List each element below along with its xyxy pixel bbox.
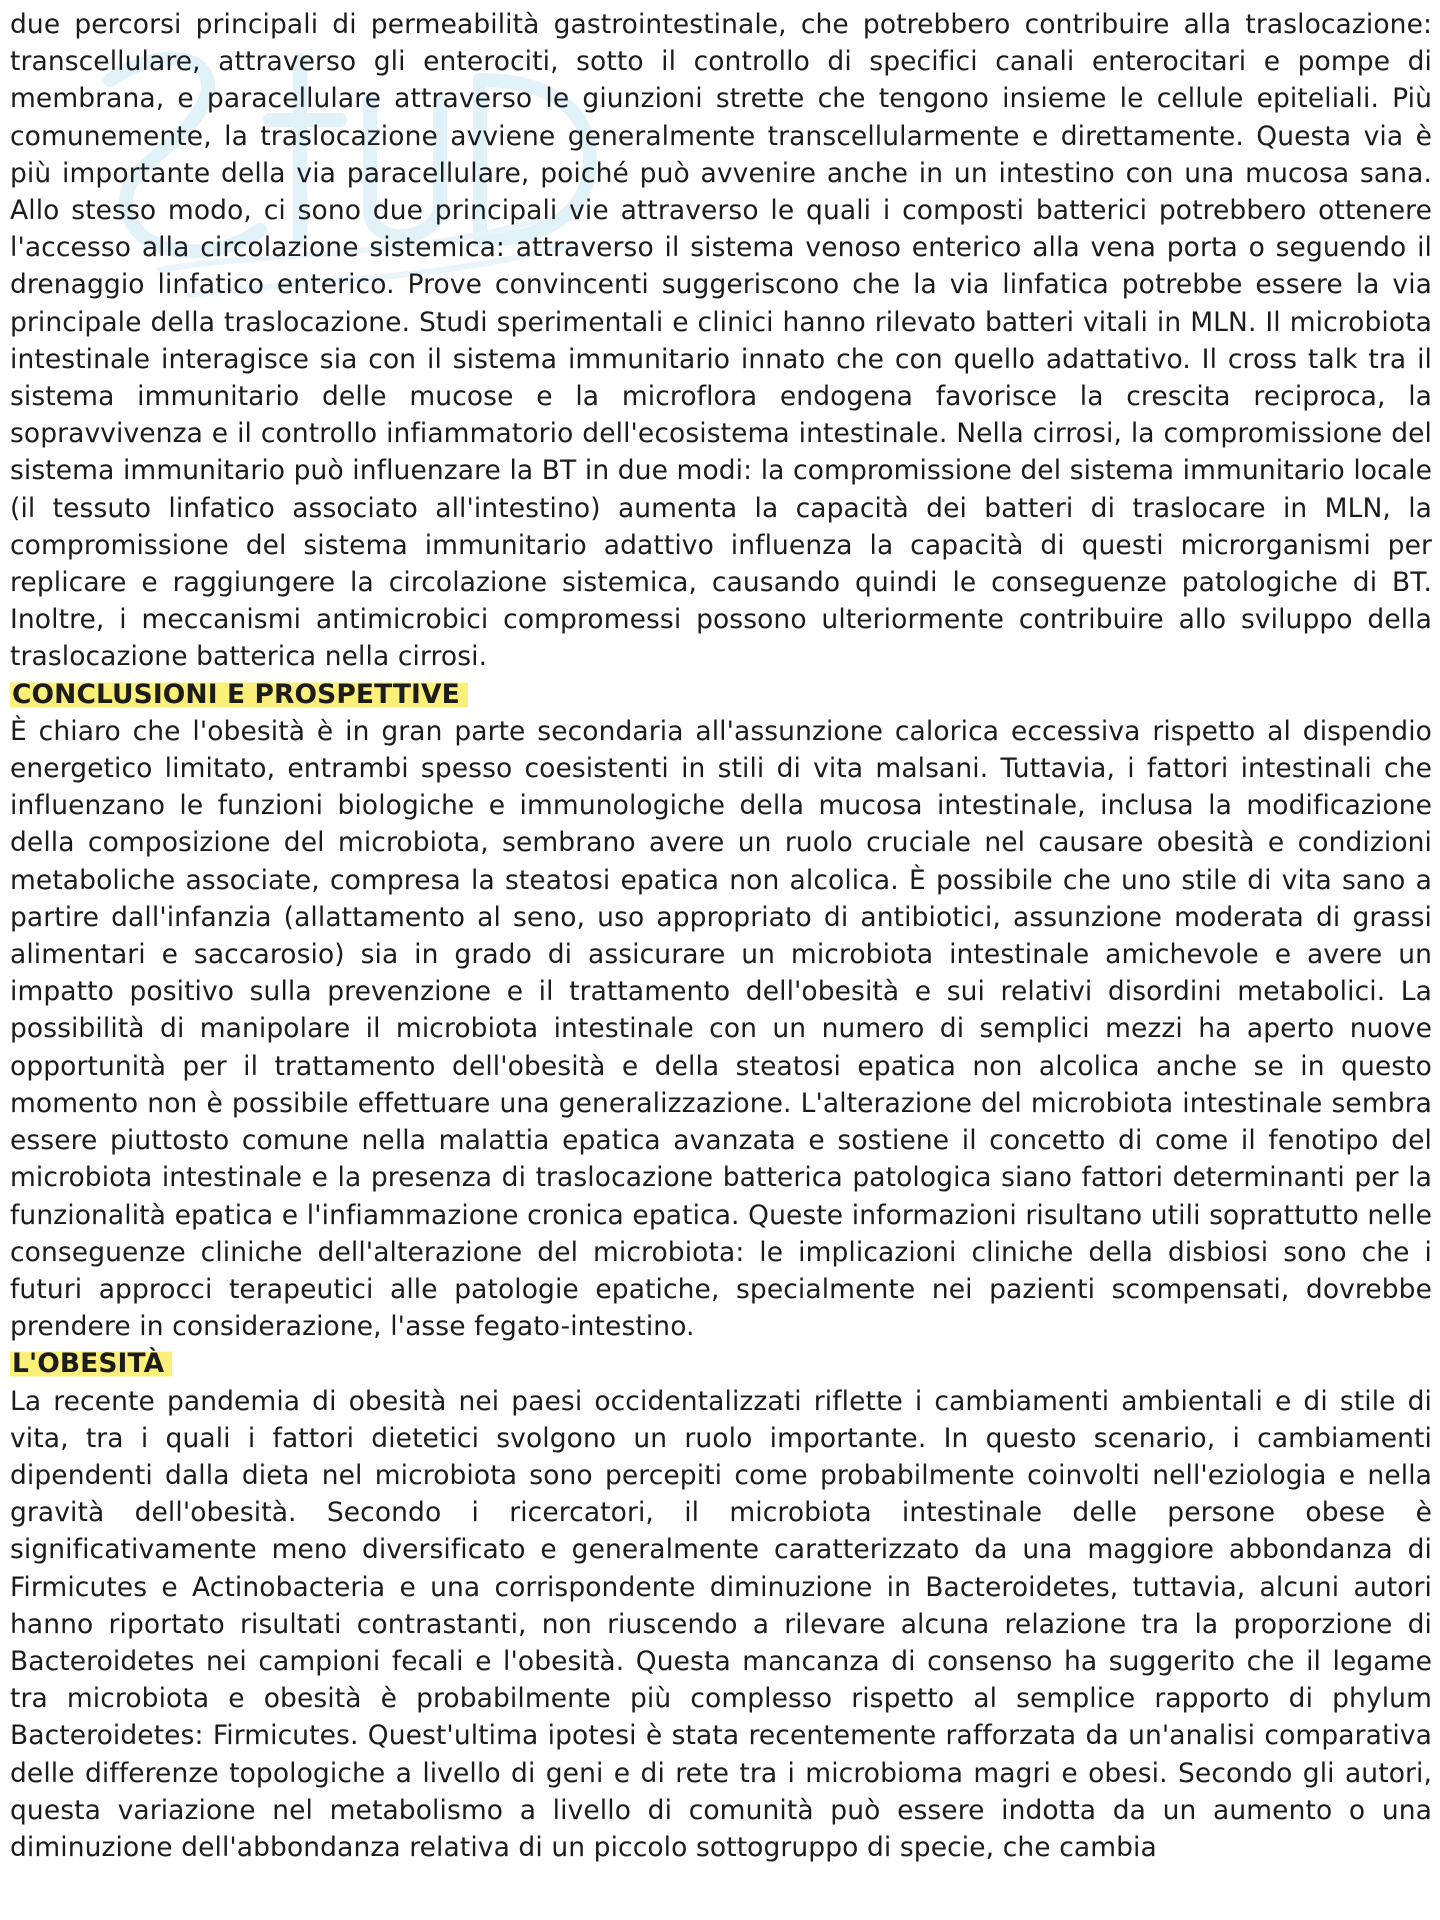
- paragraph-conclusioni: È chiaro che l'obesità è in gran parte secondaria all'assunzione calorica eccessiva rispetto al dispendio energetico limitato, entrambi spesso coesistenti in stili di vita malsani. Tuttavia, i fattori intestinali che influenzano le funzioni biologiche e immunologiche della mucosa intestinale, inclusa la modificazione della composizione del microbiota, sembrano avere un ruolo cruciale nel causare obesità e condizioni metaboliche associate, compresa la steatosi epatica non alcolica. È possibile che uno stile di vita sano a partire dall'infanzia (allattamento al seno, uso appropriato di antibiotici, assunzione moderata di grassi alimentari e saccarosio) sia in grado di assicurare un microbiota intestinale amichevole e avere un impatto positivo sulla prevenzione e il trattamento dell'obesità e sui relativi disordini metabolici. La possibilità di manipolare il microbiota intestinale con un numero di semplici mezzi ha aperto nuove opportunità per il trattamento dell'obesità e della steatosi epatica non alcolica anche se in questo momento non è possibile effettuare una generalizzazione. L'alterazione del microbiota intestinale sembra essere piuttosto comune nella malattia epatica avanzata e sostiene il concetto di come il fenotipo del microbiota intestinale e la presenza di traslocazione batterica patologica siano fattori determinanti per la funzionalità epatica e l'infiammazione cronica epatica. Queste informazioni risultano utili soprattutto nelle conseguenze cliniche dell'alterazione del microbiota: le implicazioni cliniche della disbiosi sono che i futuri approcci terapeutici alle patologie epatiche, specialmente nei pazienti scompensati, dovrebbe prendere in considerazione, l'asse fegato-intestino.: [10, 715, 1432, 1343]
- paragraph-obesita: La recente pandemia di obesità nei paesi occidentalizzati riflette i cambiamenti ambientali e di stile di vita, tra i quali i fattori dietetici svolgono un ruolo importante. In questo scenario, i cambiamenti dipendenti dalla dieta nel microbiota sono percepiti come probabilmente coinvolti nell'eziologia e nella gravità dell'obesità. Secondo i ricercatori, il microbiota intestinale delle persone obese è significativamente meno diversificato e generalmente caratterizzato da una maggiore abbondanza di Firmicutes e Actinobacteria e una corrispondente diminuzione in Bacteroidetes, tuttavia, alcuni autori hanno riportato risultati contrastanti, non riuscendo a rilevare alcuna relazione tra la proporzione di Bacteroidetes nei campioni fecali e l'obesità. Questa mancanza di consenso ha suggerito che il legame tra microbiota e obesità è probabilmente più complesso rispetto al semplice rapporto di phylum Bacteroidetes: Firmicutes. Quest'ultima ipotesi è stata recentemente rafforzata da un'analisi comparativa delle differenze topologiche a livello di geni e di rete tra i microbioma magri e obesi. Secondo gli autori, questa variazione nel metabolismo a livello di comunità può essere indotta da un aumento o una diminuzione dell'abbondanza relativa di un piccolo sottogruppo di specie, che cambia: [10, 1385, 1432, 1863]
- heading-highlight: L'OBESITÀ: [10, 1348, 172, 1379]
- paragraph-bacterial-translocation: due percorsi principali di permeabilità gastrointestinale, che potrebbero contribuire alla traslocazione: transcellulare, attraverso gli enterociti, sotto il controllo di specifici canali enterocitari e pompe di membrana, e paracellulare attraverso le giunzioni strette che tengono insieme le cellule epiteliali. Più comunemente, la traslocazione avviene generalmente transcellularmente e direttamente. Questa via è più importante della via paracellulare, poiché può avvenire anche in un intestino con una mucosa sana. Allo stesso modo, ci sono due principali vie attraverso le quali i composti batterici potrebbero ottenere l'accesso alla circolazione sistemica: attraverso il sistema venoso enterico alla vena porta o seguendo il drenaggio linfatico enterico. Prove convincenti suggeriscono che la via linfatica potrebbe essere la via principale della traslocazione. Studi sperimentali e clinici hanno rilevato batteri vitali in MLN. Il microbiota intestinale interagisce sia con il sistema immunitario innato che con quello adattativo. Il cross talk tra il sistema immunitario delle mucose e la microflora endogena favorisce la crescita reciproca, la sopravvivenza e il controllo infiammatorio dell'ecosistema intestinale. Nella cirrosi, la compromissione del sistema immunitario può influenzare la BT in due modi: la compromissione del sistema immunitario locale (il tessuto linfatico associato all'intestino) aumenta la capacità dei batteri di traslocare in MLN, la compromissione del sistema immunitario adattivo influenza la capacità di questi microrganismi per replicare e raggiungere la circolazione sistemica, causando quindi le conseguenze patologiche di BT. Inoltre, i meccanismi antimicrobici compromessi possono ulteriormente contribuire allo sviluppo della traslocazione batterica nella cirrosi.: [10, 9, 1432, 673]
- heading-highlight: CONCLUSIONI E PROSPETTIVE: [10, 679, 468, 710]
- section-heading-obesita: [10, 1345, 1432, 1382]
- section-heading-conclusioni: [10, 676, 1432, 713]
- document-body: [10, 6, 1432, 1866]
